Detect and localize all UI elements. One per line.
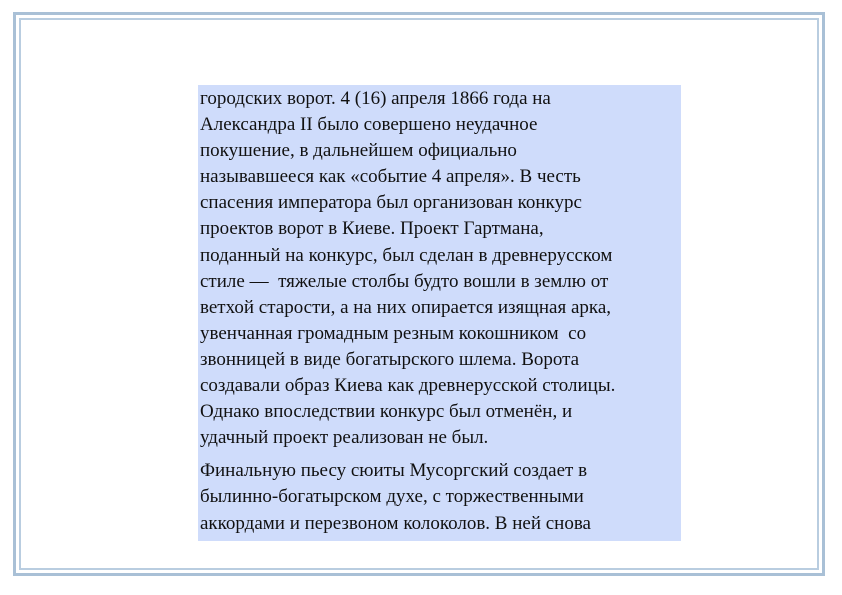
text-line: покушение, в дальнейшем официально	[200, 140, 517, 162]
text-line: проектов ворот в Киеве. Проект Гартмана,	[200, 218, 544, 240]
text-line: былинно-богатырском духе, с торжественными	[200, 486, 584, 508]
paragraph-2	[200, 458, 679, 536]
text-line: звонницей в виде богатырского шлема. Ворота	[200, 348, 580, 370]
text-line: стиле — тяжелые столбы будто вошли в землю от	[200, 270, 609, 292]
text-line: Финальную пьесу сюиты Мусоргский создает в	[200, 460, 588, 482]
text-line: создавали образ Киева как древнерусской столицы.	[200, 375, 616, 397]
text-line: аккордами и перезвоном колоколов. В ней снова	[200, 512, 591, 534]
text-line: Александра II было совершено неудачное	[200, 114, 538, 136]
text-line: ветхой старости, а на них опирается изящная арка,	[200, 296, 612, 318]
text-line: Однако впоследствии конкурс был отменён, и	[200, 401, 573, 423]
text-line: спасения императора был организован конкурс	[200, 192, 582, 214]
text-line: удачный проект реализован не был.	[200, 427, 489, 449]
slide-text-block	[198, 85, 681, 541]
paragraph-1	[200, 86, 679, 451]
text-line: поданный на конкурс, был сделан в древнерусском	[200, 244, 613, 266]
text-line: увенчанная громадным резным кокошником со	[200, 322, 587, 344]
text-line: называвшееся как «событие 4 апреля». В честь	[200, 166, 581, 188]
text-line: городских ворот. 4 (16) апреля 1866 года на	[200, 88, 551, 109]
